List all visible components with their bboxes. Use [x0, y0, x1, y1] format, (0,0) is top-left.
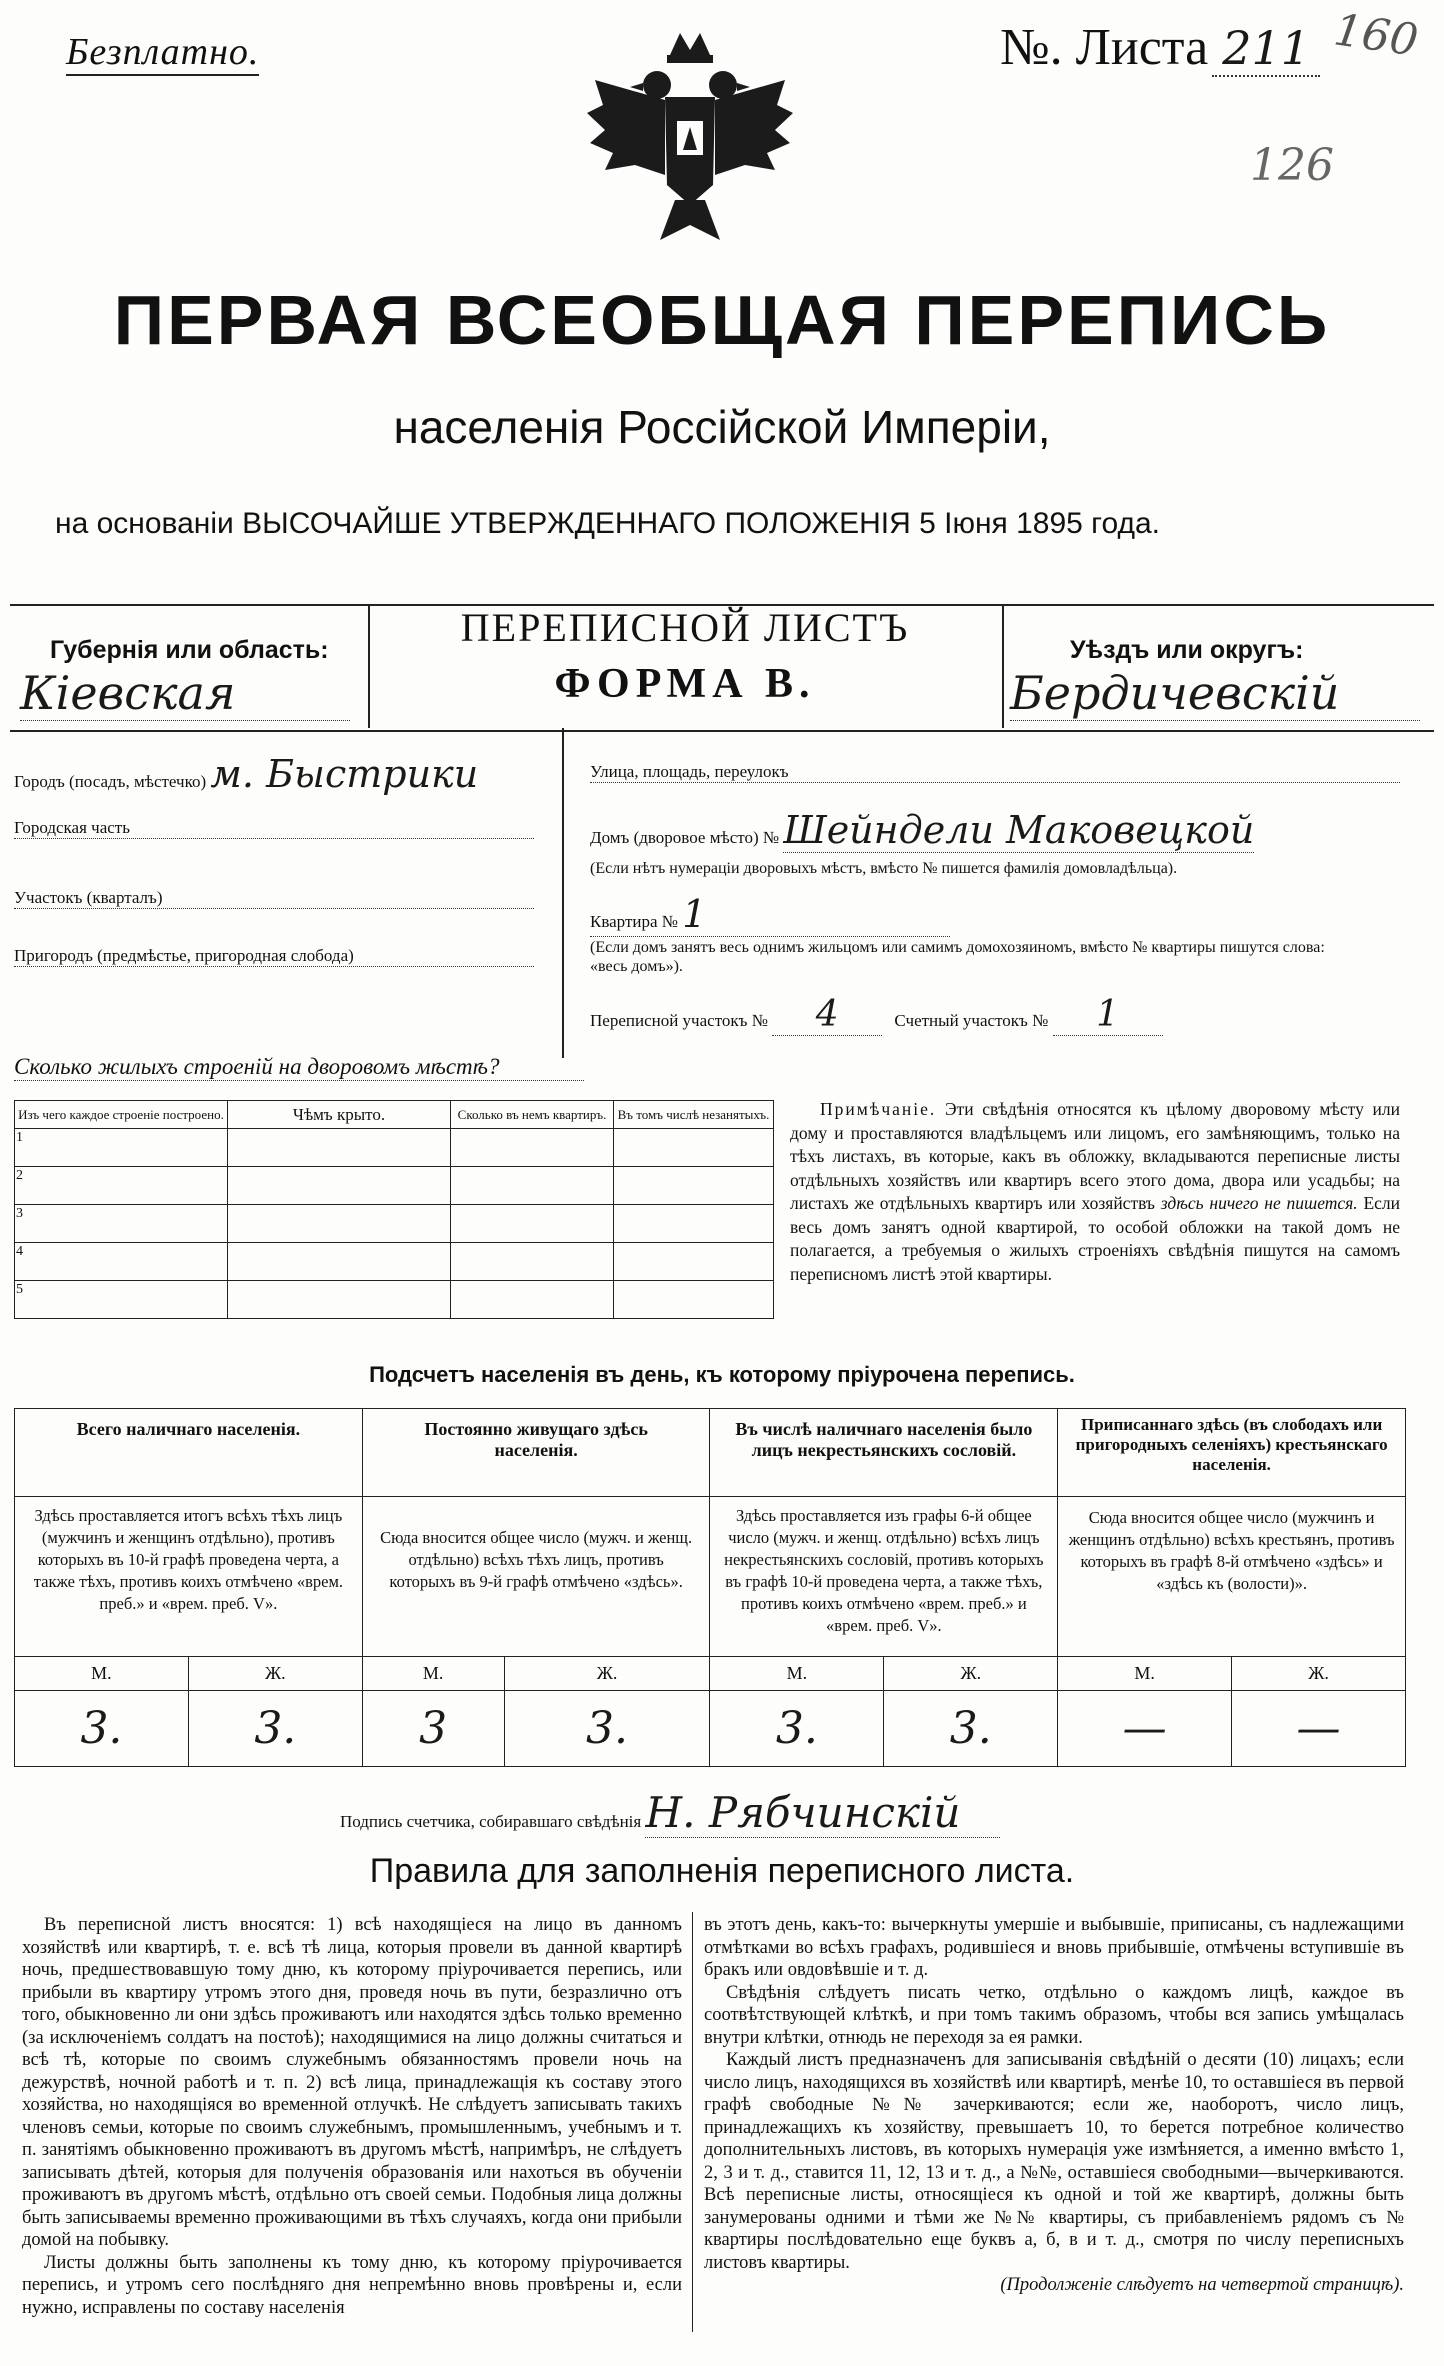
male-label: М.: [362, 1657, 504, 1691]
gubernia-label: Губернія или область:: [50, 636, 329, 664]
male-label: М.: [710, 1657, 884, 1691]
note-italic: здѣсь ничего не пишется.: [1160, 1193, 1358, 1213]
rules-continued: (Продолженіе слѣдуетъ на четвертой страницѣ).: [1000, 2275, 1404, 2295]
buildings-row-number: 2: [15, 1167, 228, 1205]
buildings-header-vacant: Въ томъ числѣ незанятыхъ.: [614, 1101, 774, 1129]
district-row: [14, 888, 534, 909]
female-label: Ж.: [1232, 1657, 1406, 1691]
sheet-number-label: №. Листа: [1000, 19, 1209, 76]
population-desc-peasant: Сюда вносится общее число (мужчинъ и женщинъ отдѣльно) всѣхъ крестьянъ, противъ которыхъ въ графѣ 8-й отмѣчено «здѣсь» и «здѣсь къ (волости)».: [1058, 1497, 1406, 1657]
census-subtitle: населенія Россійской Имперіи,: [393, 401, 1051, 453]
buildings-header-material: Изъ чего каждое строеніе построено.: [15, 1101, 228, 1129]
population-desc-nonpeasant: Здѣсь проставляется изъ графы 6-й общее число (мужч. и женщ. отдѣльно) всѣхъ лицъ некрестьянскихъ сословій, противъ которыхъ въ графѣ 10-й проведена черта, а также тѣхъ, противъ коихъ отмѣчено «врем. преб.» и «врем. преб. V».: [710, 1497, 1058, 1657]
suburb-label: Пригородъ (предмѣстье, пригородная слобода): [14, 946, 354, 965]
house-note: (Если нѣтъ нумераціи дворовыхъ мѣстъ, вмѣсто № пишется фамилія домовладѣльца).: [590, 860, 1178, 877]
apartment-row: [590, 892, 950, 937]
house-label: Домъ (дворовое мѣсто) №: [590, 828, 780, 847]
city-label: Городъ (посадъ, мѣстечко): [14, 772, 207, 791]
rules-paragraph: Каждый листъ предназначенъ для записыванія свѣдѣній о десяти (10) лицахъ; если число лицъ, находящихся въ хозяйствѣ или квартирѣ, менѣе 10, то оставшіеся въ первой графѣ свободные №№ зачеркиваются; если же, наоборотъ, число лицъ, принадлежащихъ къ хозяйству, превышаетъ 10, то берется потребное количество дополнительныхъ листовъ, въ которыхъ нумерація уже измѣняется, а именно вмѣсто 1, 2, 3 и т. д., ставится 11, 12, 13 и т. д., а №№, оставшіеся свободными—вычеркиваются. Всѣ переписные листы, относящіеся къ одной и той же квартирѣ, должны быть занумерованы одними и тѣми же №№ квартиры, съ прибавленіемъ рядомъ съ № квартиры послѣдовательно еще буквъ а, б, в и т. д., смотря по числу переписныхъ листовъ квартиры.: [704, 2050, 1404, 2273]
rules-paragraph: Въ переписной листъ вносятся: 1) всѣ находящіеся на лицо въ данномъ хозяйствѣ или квартирѣ, т. е. всѣ тѣ лица, которыя провели въ данной квартирѣ ночь, предшествовавшую тому дню, къ которому пріурочивается перепись, или прибыли въ квартиру утромъ этого дня, проведя ночь въ пути, безразлично отъ того, обыкновенно ли они здѣсь проживаютъ или находятся здѣсь только временно (за исключеніемъ солдатъ на постоѣ); находящимися на лицо должны считаться и всѣ тѣ, которые по своимъ служебнымъ обязанностямъ провели ночь на дежурствѣ, ночной работѣ и т. п. 2) всѣ лица, принадлежащія къ составу этого хозяйства, но находящіяся во временной отлучкѣ. Не слѣдуетъ записывать такихъ членовъ семьи, которые по своимъ служебнымъ, промышленнымъ, учебнымъ и т. п. занятіямъ обыкновенно проживаютъ въ другомъ мѣстѣ, напримѣръ, не слѣдуетъ записывать дѣтей, которыя для полученія образованія или нахоться въ обученіи проживаютъ въ другомъ мѣстѣ, отдѣльно отъ своей семьи. Подобныя лица должны быть записываемы временно проживающими въ тѣхъ случаяхъ, когда они прибыли домой на побывку.: [22, 1915, 682, 2250]
peasant-female-count: —: [1232, 1691, 1406, 1767]
districts-row: [590, 994, 1410, 1036]
count-district-label: Счетный участокъ №: [894, 1011, 1049, 1030]
note-text: Эти свѣдѣнія относятся къ цѣлому дворовому мѣсту или дому и проставляются владѣльцемъ или лицомъ, его замѣняющимъ, только на тѣхъ листахъ, въ которые, какъ въ обложку, вкладываются переписные листы отдѣльныхъ хозяйствъ или квартиръ всего этого дома, двора или усадьбы; на листахъ же отдѣльныхъ квартиръ или хозяйствъ: [790, 1099, 1401, 1213]
form-name: ФОРМА В.: [554, 661, 816, 707]
rules-paragraph: Свѣдѣнія слѣдуетъ писать четко, отдѣльно о каждомъ лицѣ, каждое въ соотвѣтствующей клѣткѣ, и при томъ такимъ образомъ, чтобы вся запись умѣщалась внутри клѣтки, отнюдь не переходя за ея рамки.: [704, 1982, 1404, 2048]
population-head-peasant: Приписаннаго здѣсь (въ слободахъ или пригородныхъ селеніяхъ) крестьянскаго населенія.: [1058, 1409, 1406, 1497]
population-desc-present: Здѣсь проставляется итогъ всѣхъ тѣхъ лицъ (мужчинъ и женщинъ отдѣльно), противъ которыхъ въ 10-й графѣ проведена черта, а также тѣхъ, противъ коихъ отмѣчено «врем. преб.» и «врем. преб. V».: [15, 1497, 363, 1657]
note-text-2: Если весь домъ занятъ одной квартирой, то особой обложки на такой домъ не полагается, а требуемыя о жилыхъ строеніяхъ свѣдѣнія пишутся на самомъ переписномъ листѣ этой квартиры.: [790, 1193, 1401, 1284]
resident-female-count: 3.: [504, 1691, 710, 1767]
buildings-header-roof: Чѣмъ крыто.: [228, 1101, 451, 1129]
uezd-label: Уѣздъ или округъ:: [1070, 636, 1304, 664]
nonpeasant-female-count: 3.: [884, 1691, 1058, 1767]
census-district-value: 4: [772, 994, 882, 1036]
address-divider: [562, 728, 564, 1058]
buildings-row-number: 3: [15, 1205, 228, 1243]
present-female-count: 3.: [188, 1691, 362, 1767]
buildings-table: [14, 1100, 774, 1319]
city-part-row: [14, 818, 534, 839]
city-row: [14, 752, 554, 796]
male-label: М.: [15, 1657, 189, 1691]
imperial-eagle-emblem: [575, 25, 805, 255]
census-district-label: Переписной участокъ №: [590, 1011, 768, 1030]
census-title: ПЕРВАЯ ВСЕОБЩАЯ ПЕРЕПИСЬ: [113, 281, 1331, 359]
rules-paragraph: въ этотъ день, какъ-то: вычеркнуты умершіе и выбывшіе, приписаны, съ надлежащими отмѣтками во всѣхъ графахъ, родившіеся и вновь прибывшіе, отмѣчены вступившіе въ бракъ или овдовѣвшіе и т. д.: [704, 1915, 1404, 1980]
form-header-divider-right: [1002, 604, 1004, 728]
street-row: [590, 762, 1400, 783]
rules-title: Правила для заполненія переписного листа.: [369, 1852, 1075, 1890]
gubernia-value: Кіевская: [20, 666, 350, 721]
population-head-resident: Постоянно живущаго здѣсь населенія.: [362, 1409, 710, 1497]
rules-right-column: [704, 1914, 1404, 2297]
street-label: Улица, площадь, переулокъ: [590, 762, 789, 781]
note-title: Примѣчаніе.: [820, 1099, 937, 1119]
free-of-charge-label: Безплатно.: [66, 30, 259, 76]
buildings-question: Сколько жилыхъ строеній на дворовомъ мѣстѣ?: [14, 1054, 584, 1081]
population-head-nonpeasant: Въ числѣ наличнаго населенія было лицъ некрестьянскихъ сословій.: [710, 1409, 1058, 1497]
population-head-present: Всего наличнаго населенія.: [15, 1409, 363, 1497]
male-label: М.: [1058, 1657, 1232, 1691]
female-label: Ж.: [884, 1657, 1058, 1691]
signature-value: Н. Рябчинскій: [645, 1788, 1000, 1838]
population-table: [14, 1408, 1406, 1767]
city-value: м. Быстрики: [210, 752, 479, 796]
census-basis: на основаніи ВЫСОЧАЙШЕ УТВЕРЖДЕННАГО ПОЛОЖЕНІЯ 5 Іюня 1895 года.: [55, 507, 1161, 540]
present-male-count: 3.: [15, 1691, 189, 1767]
suburb-row: [14, 946, 534, 967]
sheet-title: ПЕРЕПИСНОЙ ЛИСТЪ: [460, 605, 910, 650]
corner-mark-2: 126: [1250, 140, 1334, 191]
peasant-male-count: —: [1058, 1691, 1232, 1767]
population-desc-resident: Сюда вносится общее число (мужч. и женщ. отдѣльно) всѣхъ тѣхъ лицъ, противъ которыхъ въ 9-й графѣ отмѣчено «здѣсь».: [362, 1497, 710, 1657]
signature-label: Подпись счетчика, собиравшаго свѣдѣнія: [340, 1812, 642, 1831]
uezd-value: Бердичевскій: [1010, 666, 1420, 721]
sheet-number-block: [1000, 18, 1320, 77]
count-district-value: 1: [1053, 994, 1163, 1036]
resident-male-count: 3: [362, 1691, 504, 1767]
buildings-row-number: 1: [15, 1129, 228, 1167]
rules-left-column: [22, 1914, 682, 2319]
female-label: Ж.: [504, 1657, 710, 1691]
city-part-label: Городская часть: [14, 818, 130, 837]
signature-row: [340, 1788, 1300, 1837]
district-label: Участокъ (кварталъ): [14, 888, 163, 907]
apartment-value: 1: [682, 892, 707, 936]
population-title: Подсчетъ населенія въ день, къ которому пріурочена перепись.: [369, 1362, 1075, 1387]
house-row: [590, 808, 1410, 852]
buildings-row-number: 4: [15, 1243, 228, 1281]
corner-mark-1: 160: [1330, 4, 1422, 67]
house-value: Шейндели Маковецкой: [783, 808, 1255, 852]
buildings-header-apartments: Сколько въ немъ квартиръ.: [451, 1101, 614, 1129]
apartment-label: Квартира №: [590, 912, 679, 931]
rules-paragraph: Листы должны быть заполнены къ тому дню, къ которому пріурочивается перепись, и утромъ сего послѣдняго дня непремѣнно вновь провѣрены и, если нужно, исправлены по составу населенія: [22, 2252, 682, 2318]
sheet-number-value: 211: [1212, 21, 1320, 77]
note-block: [790, 1098, 1400, 1286]
female-label: Ж.: [188, 1657, 362, 1691]
apartment-note: (Если домъ занятъ весь однимъ жильцомъ или самимъ домохозяиномъ, вмѣсто № квартиры пишутся слова: «весь домъ»).: [590, 939, 1325, 975]
nonpeasant-male-count: 3.: [710, 1691, 884, 1767]
rules-column-divider: [692, 1912, 693, 2332]
buildings-row-number: 5: [15, 1281, 228, 1319]
